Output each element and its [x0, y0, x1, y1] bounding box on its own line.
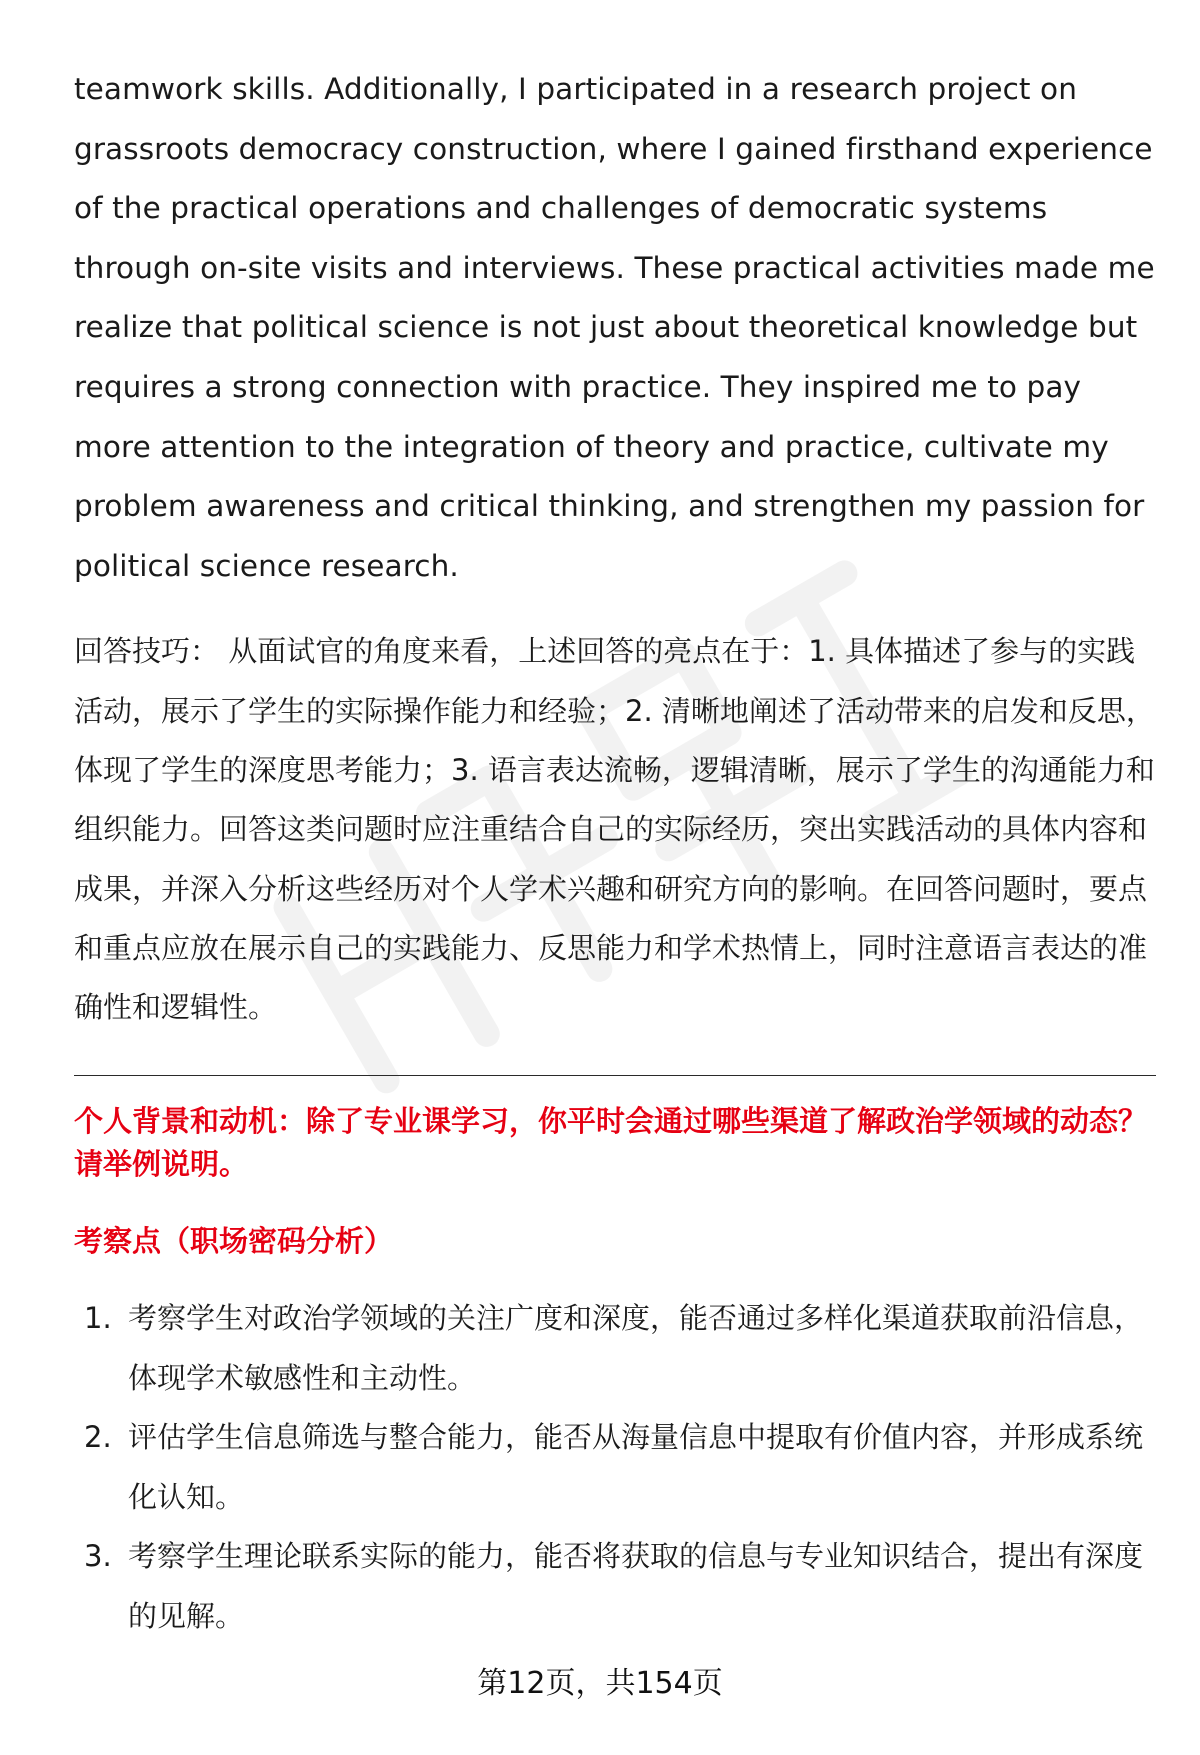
- tips-paragraph: 回答技巧： 从面试官的角度来看，上述回答的亮点在于：1. 具体描述了参与的实践活动，展示了学生的实际操作能力和经验；2. 清晰地阐述了活动带来的启发和反思，体现了学生的深度思考能力；3. 语言表达流畅，逻辑清晰，展示了学生的沟通能力和组织能力。回答这类问题时应注重结合自己的实际经历，突出实践活动的具体内容和成果，并深入分析这些经历对个人学术兴趣和研究方向的影响。在回答问题时，要点和重点应放在展示自己的实践能力、反思能力和学术热情上，同时注意语言表达的准确性和逻辑性。: [74, 634, 1155, 1025]
- list-item: [74, 1289, 1156, 1408]
- question-heading: 个人背景和动机：除了专业课学习，你平时会通过哪些渠道了解政治学领域的动态？请举例说明。: [74, 1104, 1148, 1182]
- english-paragraph: teamwork skills. Additionally, I participated in a research project on grassroots democracy construction, where I gained firsthand experience of the practical operations and challenges of democratic systems through on-site visits and interviews. These practical activities made me realize that political science is not just about theoretical knowledge but requires a strong connection with practice. They inspired me to pay more attention to the integration of theory and practice, cultivate my problem awareness and critical thinking, and strengthen my passion for political science research.: [74, 72, 1155, 583]
- list-item-number: 1.: [84, 1301, 112, 1336]
- list-item-text: 考察学生理论联系实际的能力，能否将获取的信息与专业知识结合，提出有深度的见解。: [128, 1539, 1144, 1633]
- list-item-number: 3.: [84, 1539, 112, 1574]
- list-item: [74, 1527, 1156, 1646]
- list-item-number: 2.: [84, 1420, 112, 1455]
- list-item-text: 考察学生对政治学领域的关注广度和深度，能否通过多样化渠道获取前沿信息，体现学术敏感性和主动性。: [128, 1301, 1144, 1395]
- assessment-points-list: [74, 1289, 1156, 1646]
- list-item: [74, 1408, 1156, 1527]
- section-divider: [74, 1075, 1156, 1076]
- assessment-subheading: 考察点（职场密码分析）: [74, 1224, 394, 1259]
- page-number-footer: 第12页，共154页: [477, 1666, 723, 1701]
- list-item-text: 评估学生信息筛选与整合能力，能否从海量信息中提取有价值内容，并形成系统化认知。: [128, 1420, 1144, 1514]
- page-content: [74, 60, 1156, 1646]
